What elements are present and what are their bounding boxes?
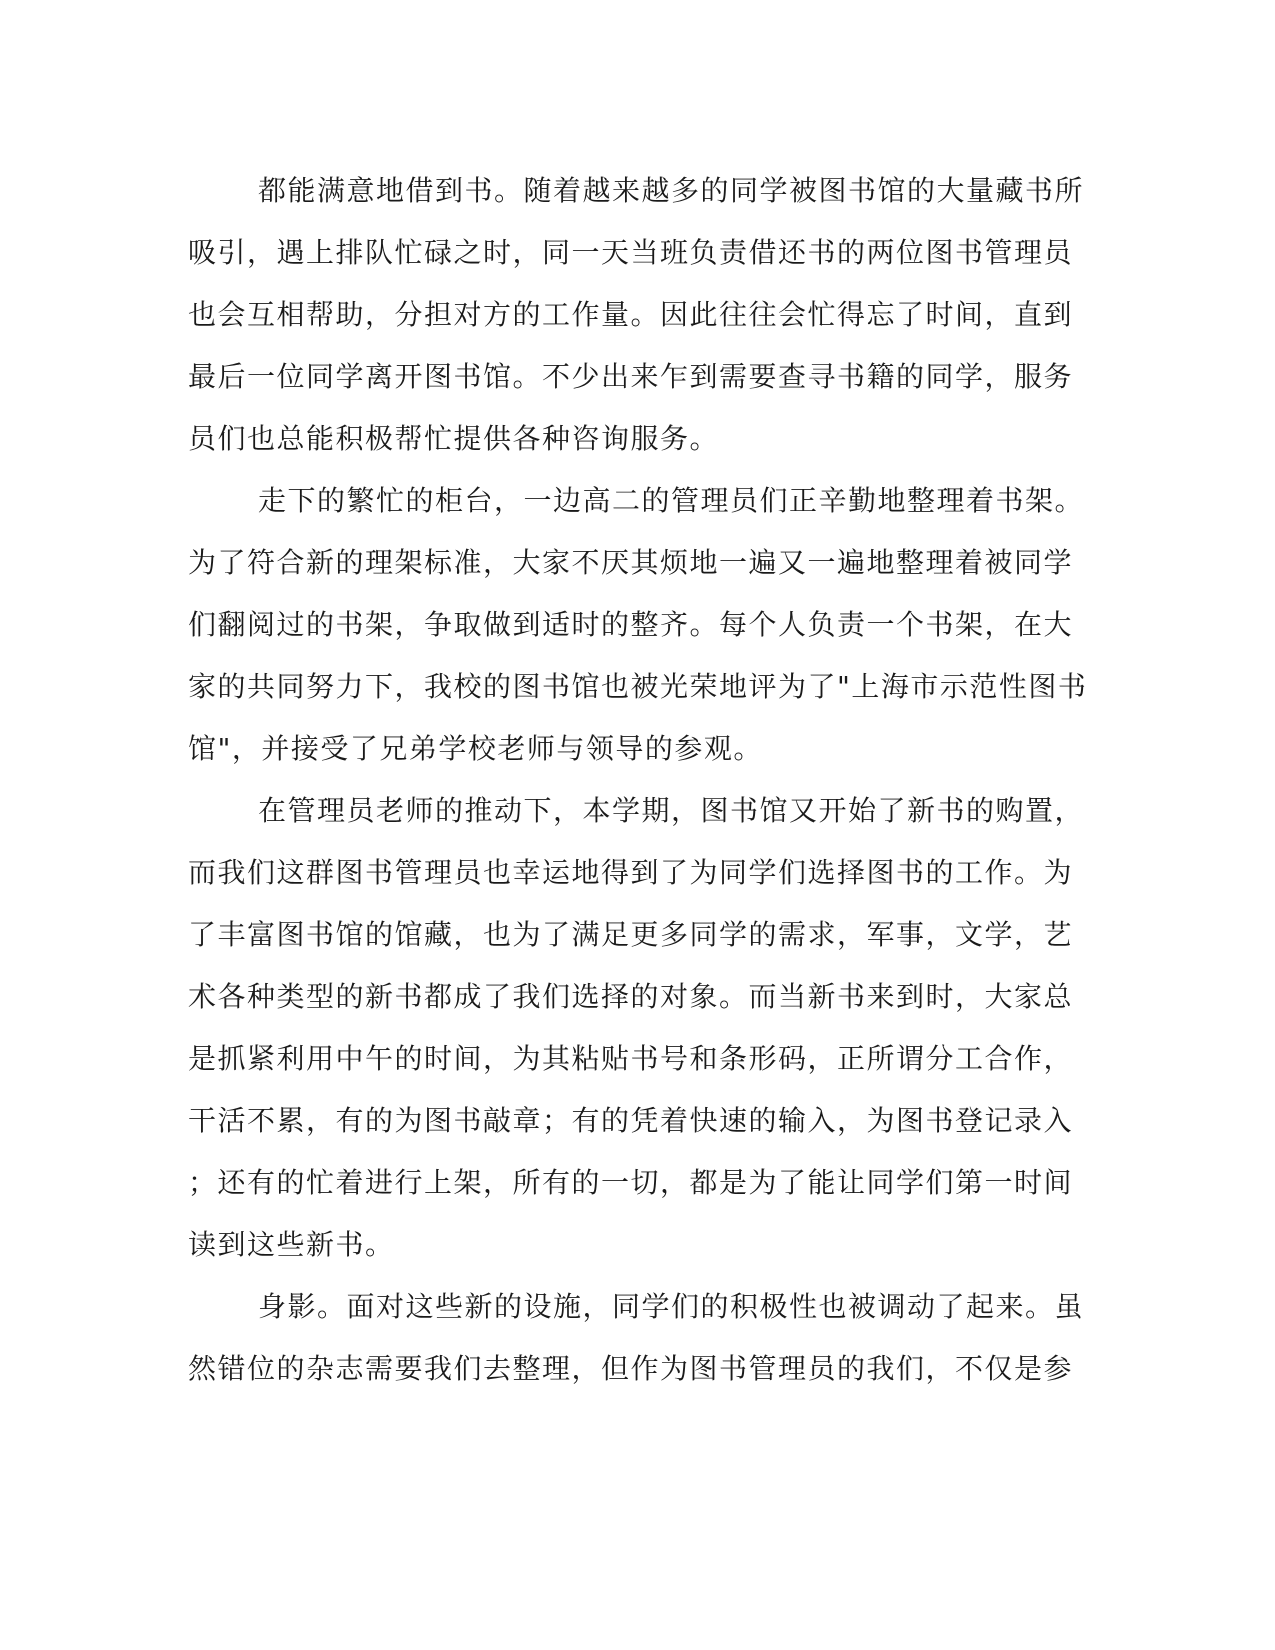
body-text xyxy=(188,160,1088,1400)
paragraph-1-line-2: 吸引，遇上排队忙碌之时，同一天当班负责借还书的两位图书管理员 xyxy=(188,236,1074,269)
paragraph-3-line-2: 而我们这群图书管理员也幸运地得到了为同学们选择图书的工作。为 xyxy=(188,856,1074,889)
paragraph-3-line-8: 读到这些新书。 xyxy=(188,1228,395,1261)
paragraph-1-line-1: 都能满意地借到书。随着越来越多的同学被图书馆的大量藏书所 xyxy=(258,174,1085,207)
paragraph-3-line-1: 在管理员老师的推动下，本学期，图书馆又开始了新书的购置， xyxy=(258,794,1085,827)
paragraph-3-line-6: 干活不累，有的为图书敲章；有的凭着快速的输入，为图书登记录入 xyxy=(188,1104,1074,1137)
paragraph-3-line-5: 是抓紧利用中午的时间，为其粘贴书号和条形码，正所谓分工合作， xyxy=(188,1042,1074,1075)
paragraph-2-line-3: 们翻阅过的书架，争取做到适时的整齐。每个人负责一个书架，在大 xyxy=(188,608,1074,641)
paragraph-2-line-2: 为了符合新的理架标准，大家不厌其烦地一遍又一遍地整理着被同学 xyxy=(188,546,1074,579)
paragraph-1-line-4: 最后一位同学离开图书馆。不少出来乍到需要查寻书籍的同学，服务 xyxy=(188,360,1074,393)
paragraph-2-line-5: 馆"，并接受了兄弟学校老师与领导的参观。 xyxy=(188,732,763,765)
paragraph-4-line-1: 身影。面对这些新的设施，同学们的积极性也被调动了起来。虽 xyxy=(258,1290,1085,1323)
paragraph-2-line-4: 家的共同努力下，我校的图书馆也被光荣地评为了"上海市示范性图书 xyxy=(188,670,1088,703)
paragraph-1-line-3: 也会互相帮助，分担对方的工作量。因此往往会忙得忘了时间，直到 xyxy=(188,298,1074,331)
paragraph-3-line-4: 术各种类型的新书都成了我们选择的对象。而当新书来到时，大家总 xyxy=(188,980,1074,1013)
paragraph-2-line-1: 走下的繁忙的柜台，一边高二的管理员们正辛勤地整理着书架。 xyxy=(258,484,1085,517)
paragraph-1-line-5: 员们也总能积极帮忙提供各种咨询服务。 xyxy=(188,422,720,455)
paragraph-3-line-3: 了丰富图书馆的馆藏，也为了满足更多同学的需求，军事，文学，艺 xyxy=(188,918,1074,951)
paragraph-4-line-2: 然错位的杂志需要我们去整理，但作为图书管理员的我们，不仅是参 xyxy=(188,1352,1074,1385)
paragraph-3-line-7: ；还有的忙着进行上架，所有的一切，都是为了能让同学们第一时间 xyxy=(188,1166,1074,1199)
